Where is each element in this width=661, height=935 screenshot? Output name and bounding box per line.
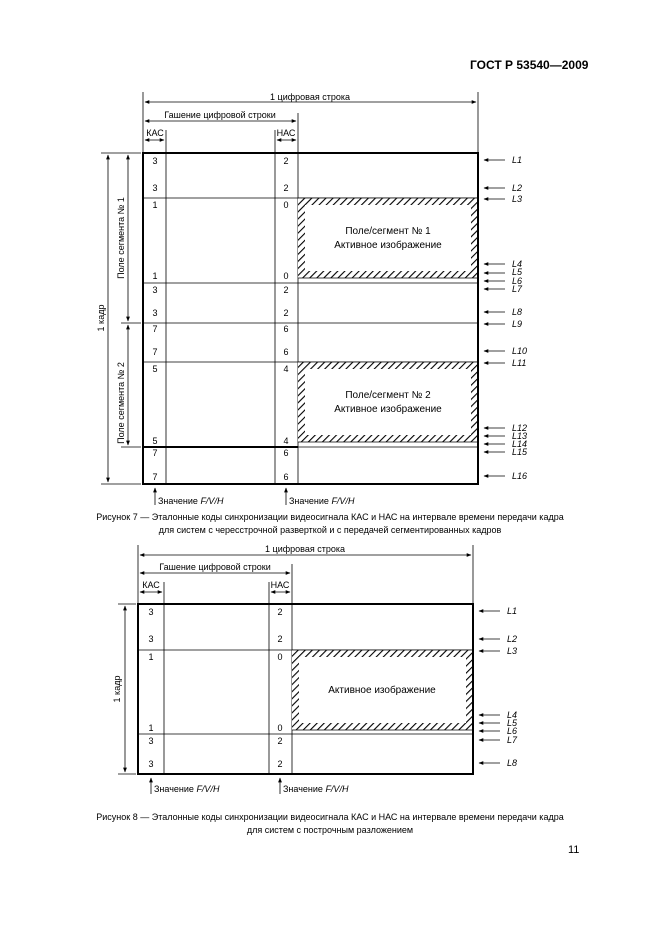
fig8-eav-code: 3: [148, 607, 154, 617]
fig8-sav-code: 2: [277, 759, 283, 769]
fig7-frame-label: 1 кадр: [96, 304, 106, 332]
fig7-line-number: L6: [512, 276, 523, 286]
fig7-eav-code: 3: [152, 183, 158, 193]
fig7-sav-code: 2: [283, 285, 289, 295]
fig7-sav-label: НАС: [276, 128, 296, 138]
fig7-sav-code: 2: [283, 308, 289, 318]
fig7-sav-code: 2: [283, 183, 289, 193]
fig8-sav-code: 0: [277, 652, 283, 662]
fig8-sav-label: НАС: [270, 580, 290, 590]
fig7-eav-code: 5: [152, 436, 158, 446]
fig7-sav-code: 4: [283, 436, 289, 446]
fig7-eav-code: 7: [152, 472, 158, 482]
fig8-line-label: 1 цифровая строка: [265, 544, 345, 554]
fig7-eav-code: 1: [152, 200, 158, 210]
fig7-sav-code: 6: [283, 472, 289, 482]
fig7-line-number: L2: [512, 183, 523, 193]
fig7-active1-subtitle: Активное изображение: [334, 240, 442, 251]
fig7-eav-code: 3: [152, 308, 158, 318]
fig8-line-number: L4: [507, 710, 518, 720]
fig7-segment2-label: Поле сегмента № 2: [116, 362, 126, 444]
figure-7-caption-line2: для систем с чересстрочной разверткой и с передачей сегментированных кадров: [158, 525, 502, 535]
figure-7-caption-line1: Рисунок 7 — Эталонные коды синхронизации видеосигнала КАС и НАС на интервале времени передачи кадра: [96, 512, 564, 522]
figure-8-caption-line1: Рисунок 8 — Эталонные коды синхронизации видеосигнала КАС и НАС на интервале времени передачи кадра: [96, 812, 564, 822]
fig8-sav-code: 2: [277, 634, 283, 644]
page-number: 11: [568, 844, 580, 856]
fig7-line-label: 1 цифровая строка: [270, 92, 350, 102]
figure-8: [118, 545, 500, 794]
fig8-eav-label: КАС: [142, 580, 160, 590]
figure-7: [101, 92, 505, 505]
fig8-eav-code: 1: [148, 652, 154, 662]
fig7-eav-code: 5: [152, 364, 158, 374]
fig8-fvh-left: Значение F/V/H: [154, 784, 220, 794]
figure-7-caption: [30, 511, 630, 537]
fig7-line-number: L4: [512, 259, 523, 269]
fig8-line-number: L8: [507, 758, 518, 768]
fig8-line-number: L7: [507, 735, 518, 745]
fig7-line-number: L7: [512, 284, 523, 294]
fig7-sav-code: 4: [283, 364, 289, 374]
fig8-line-number: L5: [507, 718, 518, 728]
fig8-sav-code: 2: [277, 607, 283, 617]
fig8-eav-code: 1: [148, 723, 154, 733]
fig7-line-number: L11: [512, 358, 527, 368]
fig7-active2-subtitle: Активное изображение: [334, 404, 442, 415]
figure-8-caption-line2: для систем с построчным разложением: [246, 825, 414, 835]
fig7-line-number: L9: [512, 319, 523, 329]
fig7-line-number: L13: [512, 431, 528, 441]
fig7-active2-title: Поле/сегмент № 2: [345, 390, 431, 401]
fig7-fvh-right: Значение F/V/H: [289, 496, 355, 506]
fig8-line-number: L6: [507, 726, 518, 736]
fig7-line-number: L8: [512, 307, 523, 317]
fig7-sav-code: 0: [283, 271, 289, 281]
fig7-active1-title: Поле/сегмент № 1: [345, 226, 431, 237]
fig7-line-number: L5: [512, 267, 523, 277]
fig7-eav-code: 3: [152, 285, 158, 295]
fig7-sav-code: 6: [283, 448, 289, 458]
fig7-eav-code: 7: [152, 347, 158, 357]
fig7-sav-code: 0: [283, 200, 289, 210]
fig7-sav-code: 6: [283, 324, 289, 334]
fig7-sav-code: 2: [283, 156, 289, 166]
fig7-line-number: L1: [512, 155, 523, 165]
fig7-line-number: L14: [512, 439, 528, 449]
fig8-fvh-right: Значение F/V/H: [283, 784, 349, 794]
fig8-sav-code: 0: [277, 723, 283, 733]
fig7-line-number: L3: [512, 194, 523, 204]
fig7-eav-code: 3: [152, 156, 158, 166]
fig8-line-number: L3: [507, 646, 518, 656]
fig7-line-number: L12: [512, 423, 528, 433]
fig7-line-number: L10: [512, 346, 528, 356]
fig8-line-number: L1: [507, 606, 518, 616]
fig7-blanking-label: Гашение цифровой строки: [164, 110, 276, 120]
fig8-eav-code: 3: [148, 634, 154, 644]
fig7-segment1-label: Поле сегмента № 1: [116, 197, 126, 279]
fig7-line-number: L16: [512, 471, 528, 481]
fig7-line-number: L15: [512, 447, 528, 457]
fig8-frame-label: 1 кадр: [112, 675, 122, 703]
fig7-eav-code: 7: [152, 324, 158, 334]
fig7-sav-code: 6: [283, 347, 289, 357]
fig7-eav-code: 7: [152, 448, 158, 458]
fig7-eav-label: КАС: [146, 128, 164, 138]
fig8-line-number: L2: [507, 634, 518, 644]
fig8-eav-code: 3: [148, 759, 154, 769]
fig8-sav-code: 2: [277, 736, 283, 746]
fig8-blanking-label: Гашение цифровой строки: [159, 562, 271, 572]
document-header: ГОСТ Р 53540—2009: [470, 58, 589, 72]
figure-8-caption: [30, 811, 630, 837]
fig8-active-label: Активное изображение: [328, 685, 436, 696]
fig7-fvh-left: Значение F/V/H: [158, 496, 224, 506]
fig8-eav-code: 3: [148, 736, 154, 746]
fig7-eav-code: 1: [152, 271, 158, 281]
